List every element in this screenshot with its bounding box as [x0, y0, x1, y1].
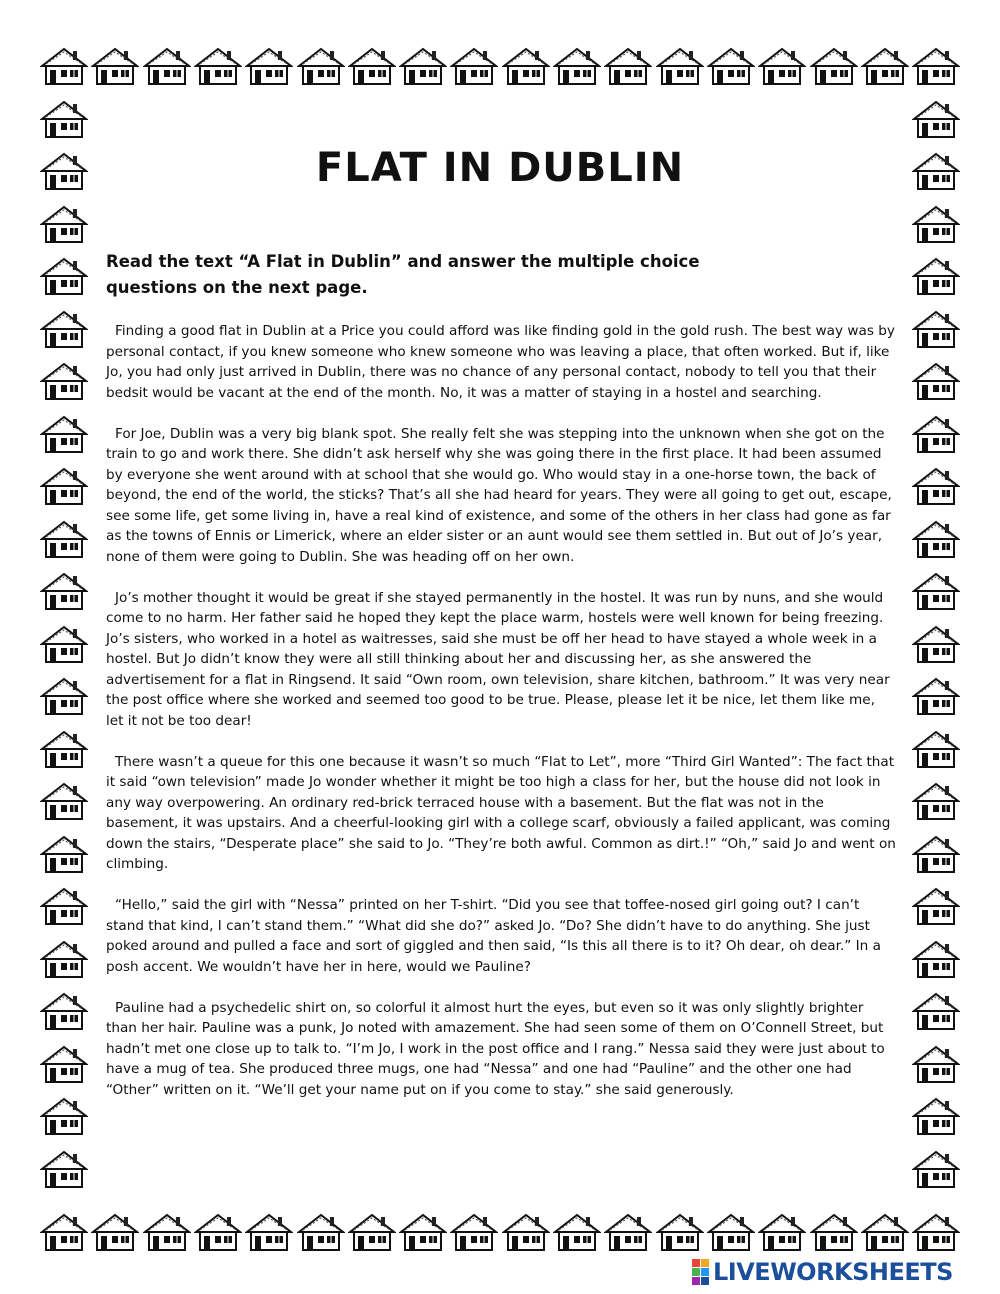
house-icon — [553, 46, 601, 86]
house-icon — [40, 466, 88, 506]
house-icon — [912, 991, 960, 1031]
house-icon — [40, 99, 88, 139]
house-icon — [450, 1212, 498, 1252]
house-icon — [399, 1212, 447, 1252]
liveworksheets-logo-icon — [692, 1259, 709, 1285]
house-icon — [399, 46, 447, 86]
house-icon — [450, 46, 498, 86]
house-icon — [912, 571, 960, 611]
house-icon — [348, 1212, 396, 1252]
house-icon — [912, 676, 960, 716]
house-icon — [143, 46, 191, 86]
house-icon — [40, 361, 88, 401]
house-icon — [912, 1044, 960, 1084]
house-icon — [912, 204, 960, 244]
house-icon — [810, 1212, 858, 1252]
house-icon — [40, 1212, 88, 1252]
house-icon — [912, 781, 960, 821]
house-icon — [40, 886, 88, 926]
house-icon — [912, 414, 960, 454]
house-icon — [40, 834, 88, 874]
story-paragraph: Finding a good flat in Dublin at a Price you could afford was like finding gold in the gold rush. The best way was by personal contact, if you knew someone who knew someone who was leaving a place, that often worked. But if, like Jo, you had only just arrived in Dublin, there was no chance of any personal contact, nobody to tell you that their bedsit would be vacant at the end of the month. No, it was a matter of staying in a hostel and searching. — [106, 323, 895, 401]
page-title: FLAT IN DUBLIN — [315, 145, 685, 191]
house-icon — [912, 939, 960, 979]
house-icon — [40, 204, 88, 244]
house-icon — [40, 414, 88, 454]
house-icon — [810, 46, 858, 86]
house-icon — [656, 46, 704, 86]
house-icon — [502, 46, 550, 86]
house-icon — [297, 46, 345, 86]
house-icon — [912, 466, 960, 506]
story-text — [106, 321, 896, 1121]
house-icon — [912, 624, 960, 664]
house-icon — [861, 46, 909, 86]
house-icon — [912, 99, 960, 139]
house-icon — [40, 781, 88, 821]
story-paragraph: There wasn’t a queue for this one because it wasn’t so much “Flat to Let”, more “Third Girl Wanted”: The fact that it said “own television” made Jo wonder whether it might be too high a class for her, but the house did not look in any way overpowering. An ordinary red-brick terraced house with a basement. But the flat was not in the basement, it was upstairs. And a cheerful-looking girl with a college scarf, obviously a failed applicant, was coming down the stairs, “Desperate place” she said to Jo. “They’re both awful. Common as dirt.!” “Oh,” said Jo and went on climbing. — [106, 753, 896, 872]
house-icon — [297, 1212, 345, 1252]
house-icon — [604, 46, 652, 86]
house-icon — [40, 1149, 88, 1189]
house-icon — [707, 46, 755, 86]
house-icon — [604, 1212, 652, 1252]
house-icon — [40, 256, 88, 296]
house-icon — [91, 1212, 139, 1252]
house-icon — [40, 624, 88, 664]
house-icon — [40, 309, 88, 349]
house-icon — [91, 46, 139, 86]
house-icon — [245, 46, 293, 86]
house-icon — [912, 1149, 960, 1189]
house-icon — [758, 46, 806, 86]
house-icon — [912, 46, 960, 86]
house-icon — [40, 46, 88, 86]
house-icon — [143, 1212, 191, 1252]
house-icon — [707, 1212, 755, 1252]
house-icon — [912, 886, 960, 926]
story-paragraph: Jo’s mother thought it would be great if she stayed permanently in the hostel. It was run by nuns, and she would come to no harm. Her father said he hoped they kept the place warm, hostels were well known for being freezing. Jo’s sisters, who worked in a hotel as waitresses, said she must be off her head to have stayed a whole week in a hostel. But Jo didn’t know they were all still thinking about her and discussing her, as she answered the advertisement for a flat in Ringsend. It said “Own room, own television, share kitchen, bathroom.” It was very near the post office where she worked and seemed too good to be true. Please, please let it be nice, let them like me, let it not be too dear! — [106, 589, 890, 729]
house-icon — [912, 256, 960, 296]
house-icon — [912, 1096, 960, 1136]
house-icon — [194, 46, 242, 86]
house-icon — [861, 1212, 909, 1252]
house-icon — [40, 939, 88, 979]
house-icon — [912, 519, 960, 559]
house-icon — [348, 46, 396, 86]
house-icon — [912, 361, 960, 401]
house-icon — [912, 834, 960, 874]
house-icon — [194, 1212, 242, 1252]
house-icon — [656, 1212, 704, 1252]
house-icon — [912, 1212, 960, 1252]
story-paragraph: “Hello,” said the girl with “Nessa” printed on her T-shirt. “Did you see that toffee-nosed girl going out? I can’t stand that kind, I can’t stand them.” “What did she do?” asked Jo. “Do? She didn’t have to do anything. She just poked around and pulled a face and sort of giggled and then said, “Is this all there is to it? Oh dear, oh dear.” In a posh accent. We wouldn’t have her in here, would we Pauline? — [106, 897, 881, 975]
house-icon — [553, 1212, 601, 1252]
story-paragraph: For Joe, Dublin was a very big blank spot. She really felt she was stepping into the unknown when she got on the train to go and work there. She didn’t ask herself why she was going there in the first place. It had been assumed by everyone she went around with at school that she would go. Who would stay in a one-horse town, the back of beyond, the end of the world, the sticks? That’s all she had heard for years. They were all going to get out, escape, see some life, get some living in, have a real kind of existence, and some of the others in her class had gone as far as the towns of Ennis or Limerick, where an elder sister or an aunt would see them settled in. But out of Jo’s year, none of them were going to Dublin. She was heading off on her own. — [106, 425, 892, 565]
house-icon — [40, 519, 88, 559]
house-icon — [40, 991, 88, 1031]
house-icon — [912, 729, 960, 769]
house-icon — [40, 571, 88, 611]
house-icon — [912, 309, 960, 349]
house-icon — [40, 1044, 88, 1084]
house-icon — [40, 729, 88, 769]
house-icon — [40, 676, 88, 716]
instruction-text: Read the text “A Flat in Dublin” and answer the multiple choice questions on the next page. — [106, 252, 700, 297]
logo-text: LIVEWORKSHEETS — [713, 1258, 953, 1286]
house-icon — [245, 1212, 293, 1252]
liveworksheets-logo[interactable] — [692, 1258, 953, 1286]
house-icon — [758, 1212, 806, 1252]
house-icon — [502, 1212, 550, 1252]
house-icon — [40, 1096, 88, 1136]
story-paragraph: Pauline had a psychedelic shirt on, so colorful it almost hurt the eyes, but even so it was only slightly brighter than her hair. Pauline was a punk, Jo noted with amazement. She had seen some of them on O’Connell Street, but hadn’t met one close up to talk to. “I’m Jo, I work in the post office and I rang.” Nessa said they were just about to have a mug of tea. She produced three mugs, one had “Nessa” and one had “Pauline” and the other one had “Other” written on it. “We’ll get your name put on if you come to stay.” she said generously. — [106, 999, 885, 1098]
